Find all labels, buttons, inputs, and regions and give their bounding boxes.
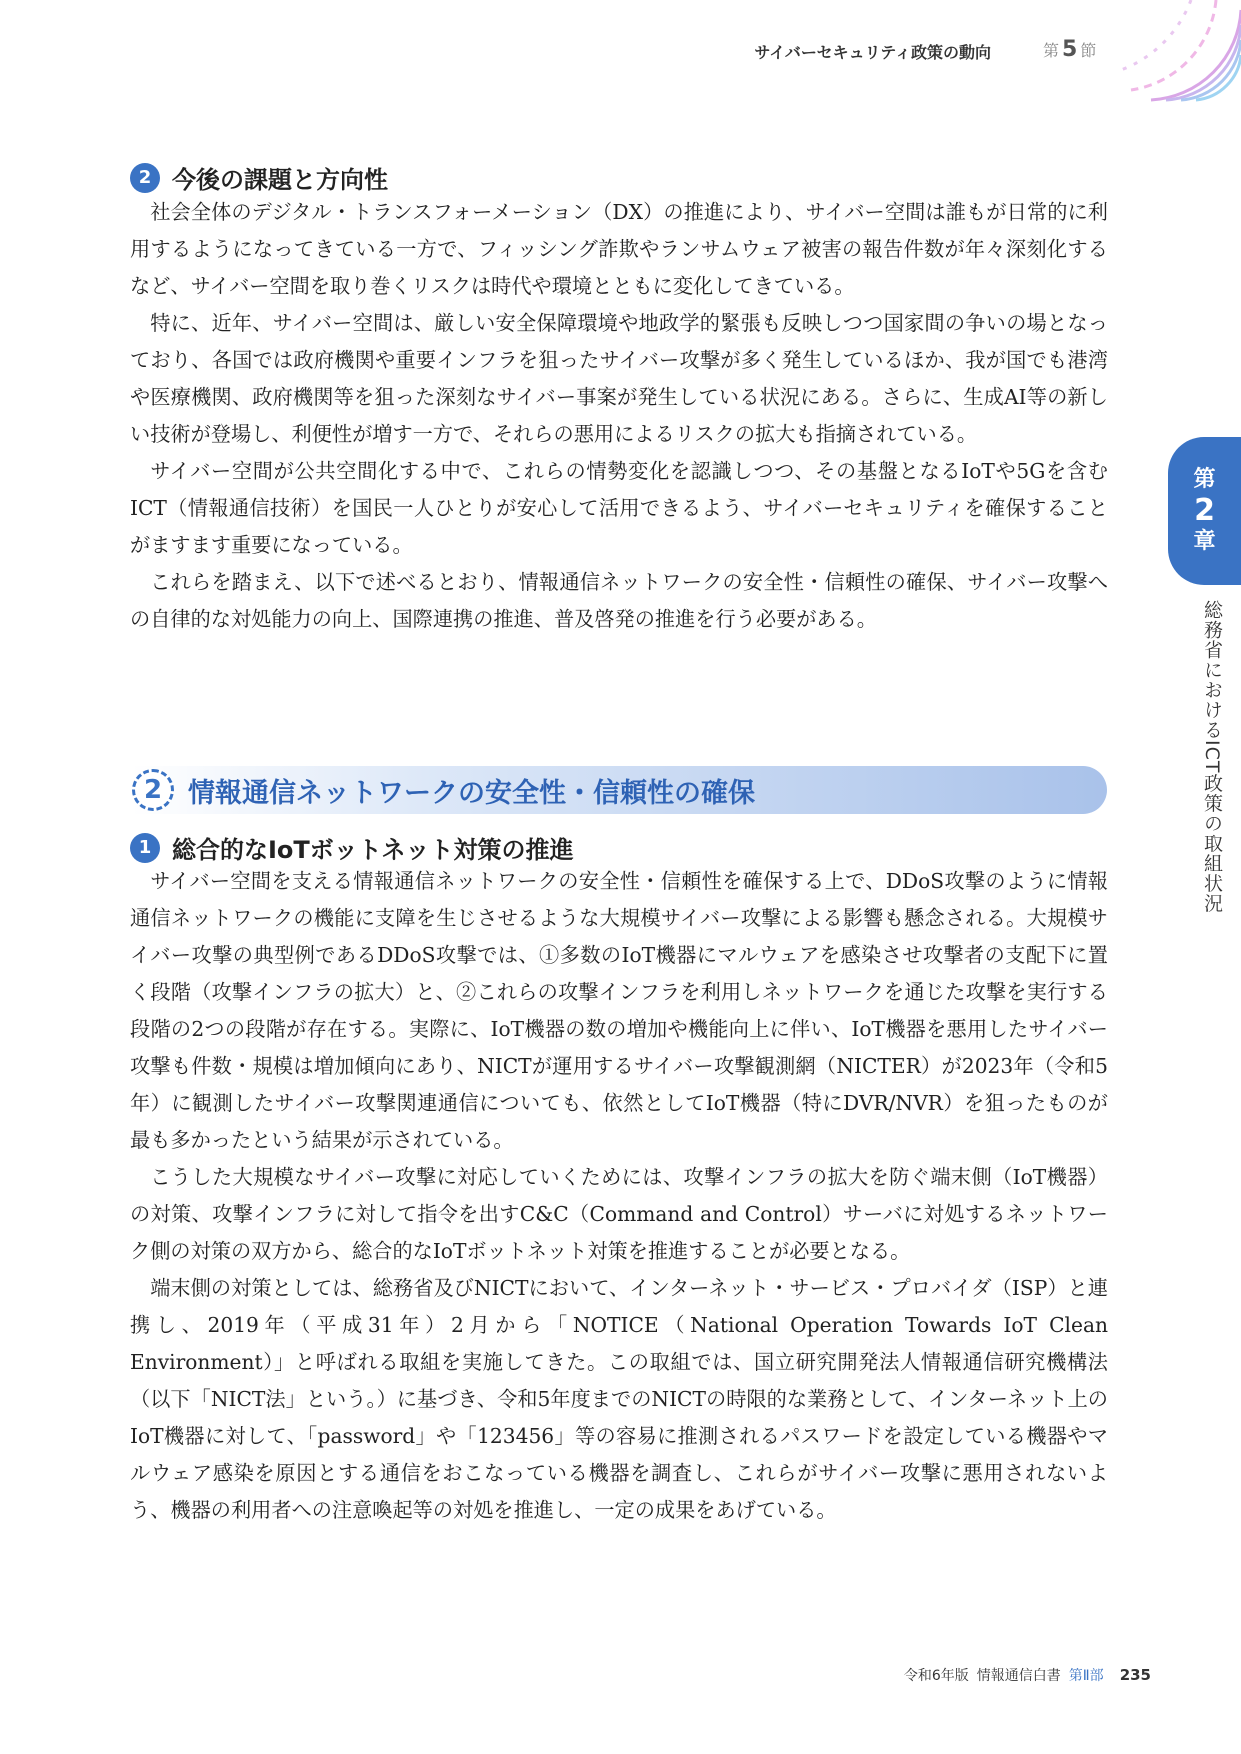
paragraph: これらを踏まえ、以下で述べるとおり、情報通信ネットワークの安全性・信頼性の確保、サイバー攻撃への自律的な対処能力の向上、国際連携の推進、普及啓発の推進を行う必要がある。 — [130, 570, 1108, 631]
section-number-badge: 2 — [132, 769, 174, 811]
footer-publication: 情報通信白書 — [976, 1668, 1061, 1684]
chapter-tab-number: 2 — [1194, 493, 1215, 528]
section-suffix: 節 — [1080, 41, 1097, 60]
paragraph: こうした大規模なサイバー攻撃に対応していくためには、攻撃インフラの拡大を防ぐ端末側（IoT機器）の対策、攻撃インフラに対して指令を出すC&C（Command and Control）サーバに対処するネットワーク側の対策の双方から、総合的なIoTボットネット対策を推進することが必要となる。 — [130, 1165, 1108, 1263]
paragraph: サイバー空間が公共空間化する中で、これらの情勢変化を認識しつつ、その基盤となるIoTや5Gを含むICT（情報通信技術）を国民一人ひとりが安心して活用できるよう、サイバーセキュリティを確保することがますます重要になっている。 — [130, 459, 1108, 557]
subsection-heading-future — [130, 160, 388, 195]
paragraph: サイバー空間を支える情報通信ネットワークの安全性・信頼性を確保する上で、DDoS攻撃のように情報通信ネットワークの機能に支障を生じさせるような大規模サイバー攻撃による影響も懸念される。大規模サイバー攻撃の典型例であるDDoS攻撃では、①多数のIoT機器にマルウェアを感染させ攻撃者の支配下に置く段階（攻撃インフラの拡大）と、②これらの攻撃インフラを利用しネットワークを通じた攻撃を実行する段階の2つの段階が存在する。実際に、IoT機器の数の増加や機能向上に伴い、IoT機器を悪用したサイバー攻撃も件数・規模は増加傾向にあり、NICTが運用するサイバー攻撃観測網（NICTER）が2023年（令和5年）に観測したサイバー攻撃関連通信についても、依然としてIoT機器（特にDVR/NVR）を狙ったものが最も多かったという結果が示されている。 — [130, 869, 1108, 1152]
section-label — [1043, 37, 1096, 62]
page-footer — [904, 1665, 1151, 1685]
paragraph: 社会全体のデジタル・トランスフォーメーション（DX）の推進により、サイバー空間は誰もが日常的に利用するようになってきている一方で、フィッシング詐欺やランサムウェア被害の報告件数が年々深刻化するなど、サイバー空間を取り巻くリスクは時代や環境とともに変化してきている。 — [130, 200, 1108, 298]
chapter-tab-prefix: 第 — [1193, 467, 1216, 492]
corner-decoration — [1091, 0, 1241, 120]
running-header: サイバーセキュリティ政策の動向 — [754, 43, 991, 62]
section-banner — [132, 766, 1107, 814]
paragraph: 特に、近年、サイバー空間は、厳しい安全保障環境や地政学的緊張も反映しつつ国家間の争いの場となっており、各国では政府機関や重要インフラを狙ったサイバー攻撃が多く発生しているほか、我が国でも港湾や医療機関、政府機関等を狙った深刻なサイバー事案が発生している状況にある。さらに、生成AI等の新しい技術が登場し、利便性が増す一方で、それらの悪用によるリスクの拡大も指摘されている。 — [130, 311, 1108, 446]
chapter-tab-suffix: 章 — [1193, 529, 1216, 554]
subsection-number-badge: 2 — [130, 163, 160, 193]
section-title: 情報通信ネットワークの安全性・信頼性の確保 — [188, 777, 755, 809]
body-text-future — [130, 194, 1108, 638]
side-chapter-title: 総務省におけるICT政策の取組状況 — [1201, 600, 1223, 914]
subsection-number-badge: 1 — [130, 833, 160, 863]
section-number: 5 — [1062, 37, 1078, 62]
footer-edition: 令和6年版 — [903, 1668, 969, 1684]
chapter-tab — [1168, 437, 1241, 585]
footer-part: 第Ⅱ部 — [1068, 1668, 1104, 1684]
subsection-title: 総合的なIoTボットネット対策の推進 — [172, 836, 574, 864]
subsection-title: 今後の課題と方向性 — [172, 166, 388, 194]
page-number: 235 — [1119, 1666, 1151, 1684]
body-text-iot — [130, 863, 1108, 1529]
section-prefix: 第 — [1043, 41, 1060, 60]
paragraph: 端末側の対策としては、総務省及びNICTにおいて、インターネット・サービス・プロバイダ（ISP）と連携し、2019年（平成31年）2月から「NOTICE（National Operation Towards IoT Clean Environment）」と呼ばれる取組を実施してきた。この取組では、国立研究開発法人情報通信研究機構法（以下「NICT法」という。）に基づき、令和5年度までのNICTの時限的な業務として、インターネット上のIoT機器に対して、「password」や「123456」等の容易に推測されるパスワードを設定している機器やマルウェア感染を原因とする通信をおこなっている機器を調査し、これらがサイバー攻撃に悪用されないよう、機器の利用者への注意喚起等の対処を推進し、一定の成果をあげている。 — [130, 1276, 1108, 1522]
subsection-heading-iot — [130, 830, 574, 865]
